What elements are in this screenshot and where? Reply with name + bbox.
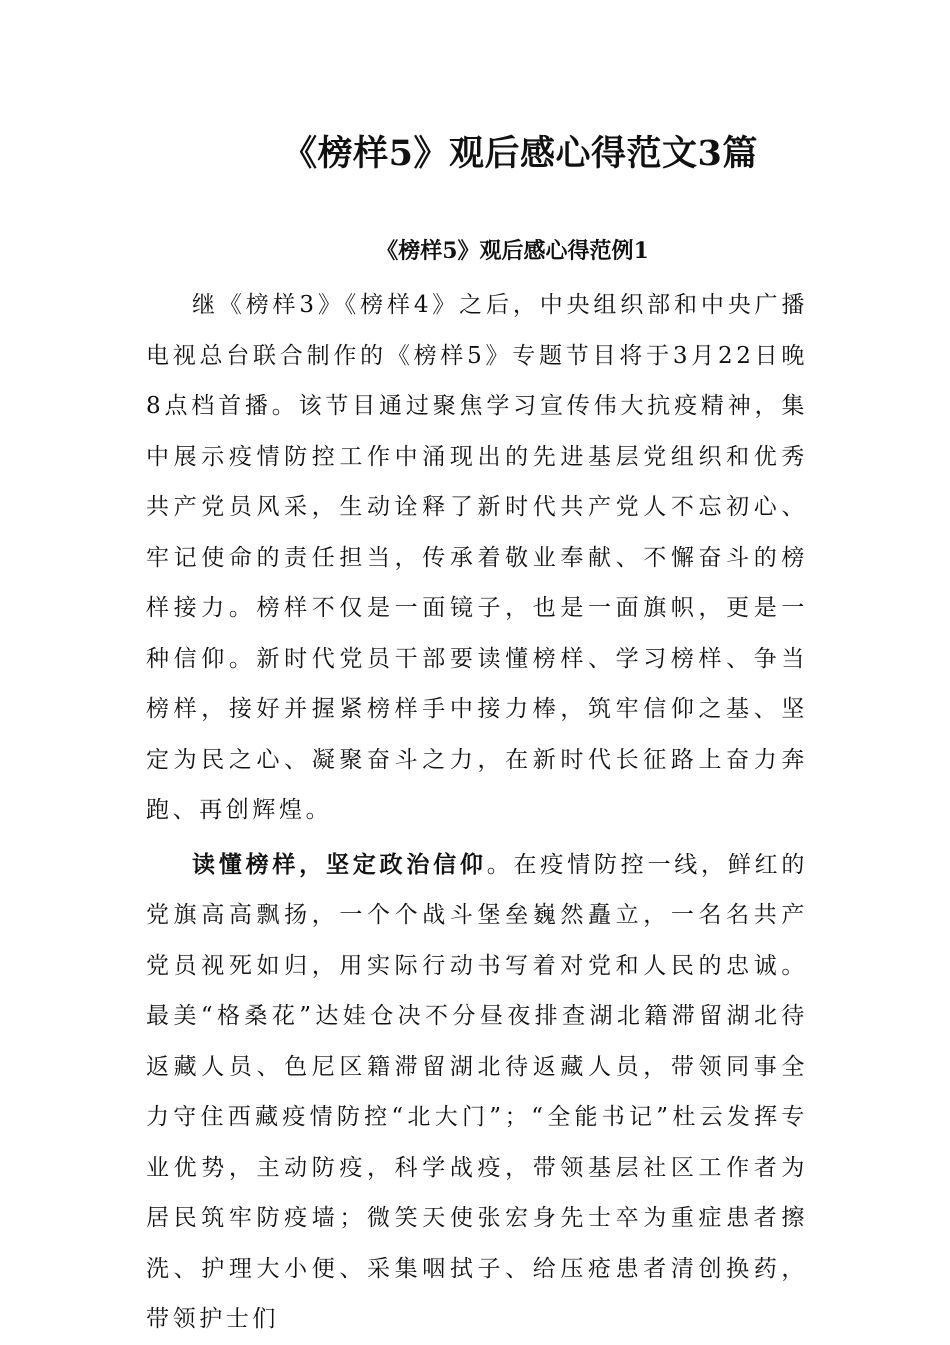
paragraph-read-role-models [146, 840, 808, 1345]
document-body [146, 280, 808, 1345]
paragraph-text: 。在疫情防控一线，鲜红的党旗高高飘扬，一个个战斗堡垒巍然矗立，一名名共产党员视死如归，用实际行动书写着对党和人民的忠诚。最美“格桑花”达娃仓决不分昼夜排查湖北籍滞留湖北待返藏人员、色尼区籍滞留湖北待返藏人员，带领同事全力守住西藏疫情防控“北大门”；“全能书记”杜云发挥专业优势，主动防疫，科学战疫，带领基层社区工作者为居民筑牢防疫墙；微笑天使张宏身先士卒为重症患者擦洗、护理大小便、采集咽拭子、给压疮患者清创换药，带领护士们 [146, 851, 808, 1332]
document-title: 《榜样5》观后感心得范文3篇 [282, 133, 758, 174]
paragraph-lead: 读懂榜样，坚定政治信仰 [192, 850, 487, 878]
paragraph-text: 继《榜样3》《榜样4》之后，中央组织部和中央广播电视总台联合制作的《榜样5》专题节目将于3月22日晚8点档首播。该节目通过聚焦学习宣传伟大抗疫精神，集中展示疫情防控工作中涌现出的先进基层党组织和优秀共产党员风采，生动诠释了新时代共产党人不忘初心、牢记使命的责任担当，传承着敬业奉献、不懈奋斗的榜样接力。榜样不仅是一面镜子，也是一面旗帜，更是一种信仰。新时代党员干部要读懂榜样、学习榜样、争当榜样，接好并握紧榜样手中接力棒，筑牢信仰之基、坚定为民之心、凝聚奋斗之力，在新时代长征路上奋力奔跑、再创辉煌。 [146, 292, 808, 823]
paragraph-intro [146, 280, 808, 836]
section-heading: 《榜样5》观后感心得范例1 [376, 238, 649, 264]
